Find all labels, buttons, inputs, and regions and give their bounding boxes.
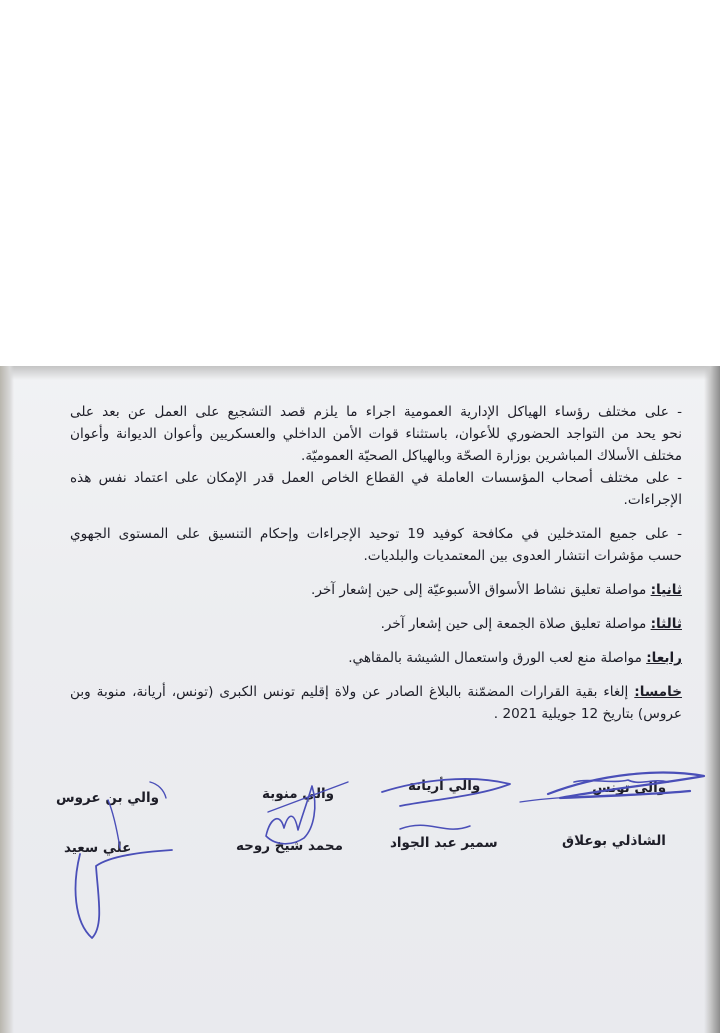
signature-name-ariana: سمير عبد الجواد [390, 835, 498, 851]
document-page [0, 366, 720, 1033]
item-text: مواصلة منع لعب الورق واستعمال الشيشة بالمقاهي. [348, 650, 647, 666]
text-line: مختلف الأسلاك المباشرين بوزارة الصحّة وبالهياكل الصحيّة العموميّة. [301, 448, 682, 464]
text-line: - على مختلف رؤساء الهياكل الإدارية العمومية اجراء ما يلزم قصد التشجيع على العمل عن بعد على [70, 404, 682, 420]
blank-top-area [0, 0, 720, 366]
item-text: مواصلة تعليق نشاط الأسواق الأسبوعيّة إلى حين إشعار آخر. [311, 582, 651, 598]
signature-title-manouba: والي منوبة [262, 786, 335, 802]
item-text: إلغاء بقية القرارات المضمّنة بالبلاغ الصادر عن ولاة إقليم تونس الكبرى (تونس، أريانة، منوبة وبن [70, 684, 635, 700]
signature-title-ben-arous: والي بن عروس [56, 790, 160, 806]
item-label: رابعا: [646, 650, 682, 666]
signature-title-tunis: والي تونس [592, 780, 667, 796]
text-line: - على مختلف أصحاب المؤسسات العاملة في القطاع الخاص العمل قدر الإمكان على اعتماد نفس هذه [70, 470, 682, 486]
signature-title-ariana: والي أريانة [408, 778, 481, 794]
text-line: حسب مؤشرات انتشار العدوى بين المعتمديات والبلديات. [363, 548, 682, 564]
text-line: نحو يحد من التواجد الحضوري للأعوان، باستثناء قوات الأمن الداخلي والعسكريين وأعوان الديوانة وأعوان [70, 426, 682, 442]
item-label: ثالثا: [650, 616, 682, 632]
text-line: الإجراءات. [623, 492, 682, 508]
signature-name-ben-arous: علي سعيد [64, 840, 132, 856]
item-text: مواصلة تعليق صلاة الجمعة إلى حين إشعار آخر. [380, 616, 651, 632]
decision-date-line: عروس) بتاريخ 12 جويلية 2021 . [493, 706, 682, 722]
item-label: ثانيا: [650, 582, 682, 598]
signature-name-manouba: محمد شيخ روحه [236, 838, 343, 854]
signature-name-tunis: الشاذلي بوعلاق [562, 833, 666, 849]
signature-block [0, 366, 720, 1033]
text-line: - على جميع المتدخلين في مكافحة كوفيد 19 توحيد الإجراءات وإحكام التنسيق على المستوى الجهوي [70, 526, 682, 542]
item-label: خامسا: [634, 684, 682, 700]
